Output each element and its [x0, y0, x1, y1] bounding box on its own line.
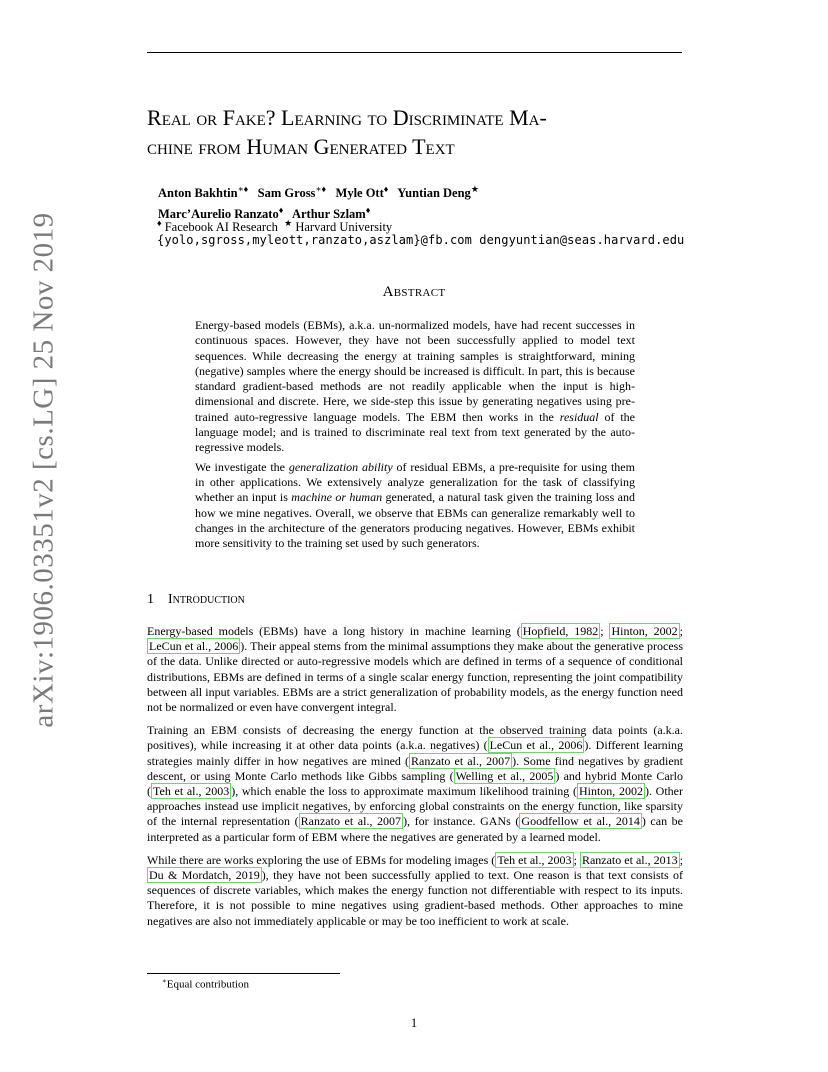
citation-link[interactable]: LeCun et al., 2006	[149, 639, 239, 654]
citation-link[interactable]: Ranzato et al., 2007	[300, 814, 402, 829]
footnote-marker: ∗	[162, 977, 167, 985]
diamond-icon: ♦	[157, 218, 162, 228]
citation-link[interactable]: Du & Mordatch, 2019	[149, 868, 260, 883]
abstract-paragraph: We investigate the generalization ability of residual EBMs, a pre-requisite for using them in other applications. We extensively analyze generalization for the task of classifying whether an input is machine or human generated, a natural task given the training loss and how we mine negatives. Overall, we observe that EBMs can generalize remarkably well to changes in the architecture of the generators producing negatives. However, EBMs exhibit more sensitivity to the training set used by such generators.	[195, 459, 635, 551]
citation-link[interactable]: Hopfield, 1982	[522, 624, 599, 638]
citation-link[interactable]: LeCun et al., 2006	[489, 738, 583, 753]
introduction-body	[147, 624, 683, 937]
affiliation-marker: ♦	[383, 184, 389, 194]
section-heading	[147, 592, 245, 608]
abstract-body	[195, 318, 635, 555]
citation-link[interactable]: Goodfellow et al., 2014	[521, 814, 640, 829]
abstract-paragraph: Energy-based models (EBMs), a.k.a. un-normalized models, have had recent successes in continuous spaces. However, they have not been successfully applied to model text sequences. While decreasing the energy at training samples is straightforward, mining (negative) samples where the energy should be increased is difficult. In part, this is because standard gradient-based methods are not readily applicable when the input is high-dimensional and discrete. Here, we side-step this issue by generating negatives using pre-trained auto-regressive language models. The EBM then works in the residual of the language model; and is trained to discriminate real text from text generated by the auto-regressive models.	[195, 318, 636, 455]
author-emails: {yolo,sgross,myleott,ranzato,aszlam}@fb.com dengyuntian@seas.harvard.edu	[157, 233, 685, 247]
star-icon: ★	[284, 218, 293, 228]
paper-title: Real or Fake? Learning to Discriminate Ma- chine from Human Generated Text	[147, 105, 547, 159]
affiliation-marker: ∗♦	[315, 184, 327, 194]
arxiv-identifier-stamp: arXiv:1906.03351v2 [cs.LG] 25 Nov 2019	[27, 212, 60, 728]
citation-link[interactable]: Teh et al., 2003	[153, 784, 230, 799]
author-name: Marc’Aurelio Ranzato	[158, 207, 279, 222]
body-paragraph: Training an EBM consists of decreasing the energy function at the observed training data points (a.k.a. positives), while increasing it at other data points (a.k.a. negatives) ( LeCun et al., 2006 ). Different learning strategies mainly differ in how negatives are mined ( Ranzato et al., 2007 ). Some find negatives by gradient descent, or using Monte Carlo methods like Gibbs sampling ( Welling et al., 2005 ) and hybrid Monte Carlo ( Teh et al., 2003 ), which enable the loss to approximate maximum likelihood training ( Hinton, 2002 ). Other approaches instead use implicit negatives, by enforcing global constraints on the energy function, like sparsity of the internal representation ( Ranzato et al., 2007 ), for instance. GANs ( Goodfellow et al., 2014 ) can be interpreted as a particular form of EBM where the negatives are generated by a learned model.	[147, 723, 684, 844]
affiliation-marker: ★	[470, 184, 479, 194]
page-number: 1	[410, 1016, 418, 1030]
footnote: ∗Equal contribution	[162, 977, 249, 991]
affiliation-marker: ♦	[278, 205, 284, 216]
section-title: Introduction	[168, 592, 245, 607]
citation-link[interactable]: Welling et al., 2005	[455, 768, 554, 783]
affiliation-name: Facebook AI Research	[164, 220, 278, 235]
body-paragraph: Energy-based models (EBMs) have a long history in machine learning ( Hopfield, 1982 ; Hinton, 2002 ; LeCun et al., 2006 ). Their appeal stems from the minimal assumptions they make about the generative process of the data. Unlike directed or auto-regressive models which are defined in terms of a sequence of conditional distributions, EBMs are defined in terms of a single scalar energy function, representing the joint compatibility between all input variables. EBMs are a strict generalization of probability models, as the energy function need not be normalized or even have convergent integral.	[147, 624, 684, 715]
citation-link[interactable]: Ranzato et al., 2007	[411, 753, 511, 768]
author-name: Myle Ott	[335, 186, 384, 201]
affiliation-marker: ♦	[365, 205, 371, 216]
section-number: 1	[147, 592, 154, 607]
body-paragraph: While there are works exploring the use of EBMs for modeling images ( Teh et al., 2003 ; Ranzato et al., 2013 ; Du & Mordatch, 2019 ), they have not been successfully applied to text. One reason is that text consists of sequences of discrete variables, which makes the energy function not differentiable with respect to its inputs. Therefore, it is not possible to mine negatives using gradient-based methods. Other approaches to mine negatives are also not immediately applicable or may be too inefficient to work at scale.	[147, 852, 684, 928]
author-name: Anton Bakhtin	[158, 186, 238, 201]
footnote-rule	[147, 973, 340, 974]
author-name: Arthur Szlam	[291, 207, 366, 222]
author-name: Yuntian Deng	[397, 186, 471, 201]
affiliation-marker: ∗♦	[237, 184, 249, 194]
citation-link[interactable]: Teh et al., 2003	[497, 852, 572, 867]
citation-link[interactable]: Hinton, 2002	[578, 784, 643, 799]
top-rule	[147, 52, 682, 53]
author-name: Sam Gross	[257, 186, 316, 201]
affiliation-name: Harvard University	[295, 220, 393, 235]
abstract-heading: Abstract	[382, 284, 446, 300]
citation-link[interactable]: Ranzato et al., 2013	[581, 852, 678, 867]
citation-link[interactable]: Hinton, 2002	[611, 624, 678, 638]
